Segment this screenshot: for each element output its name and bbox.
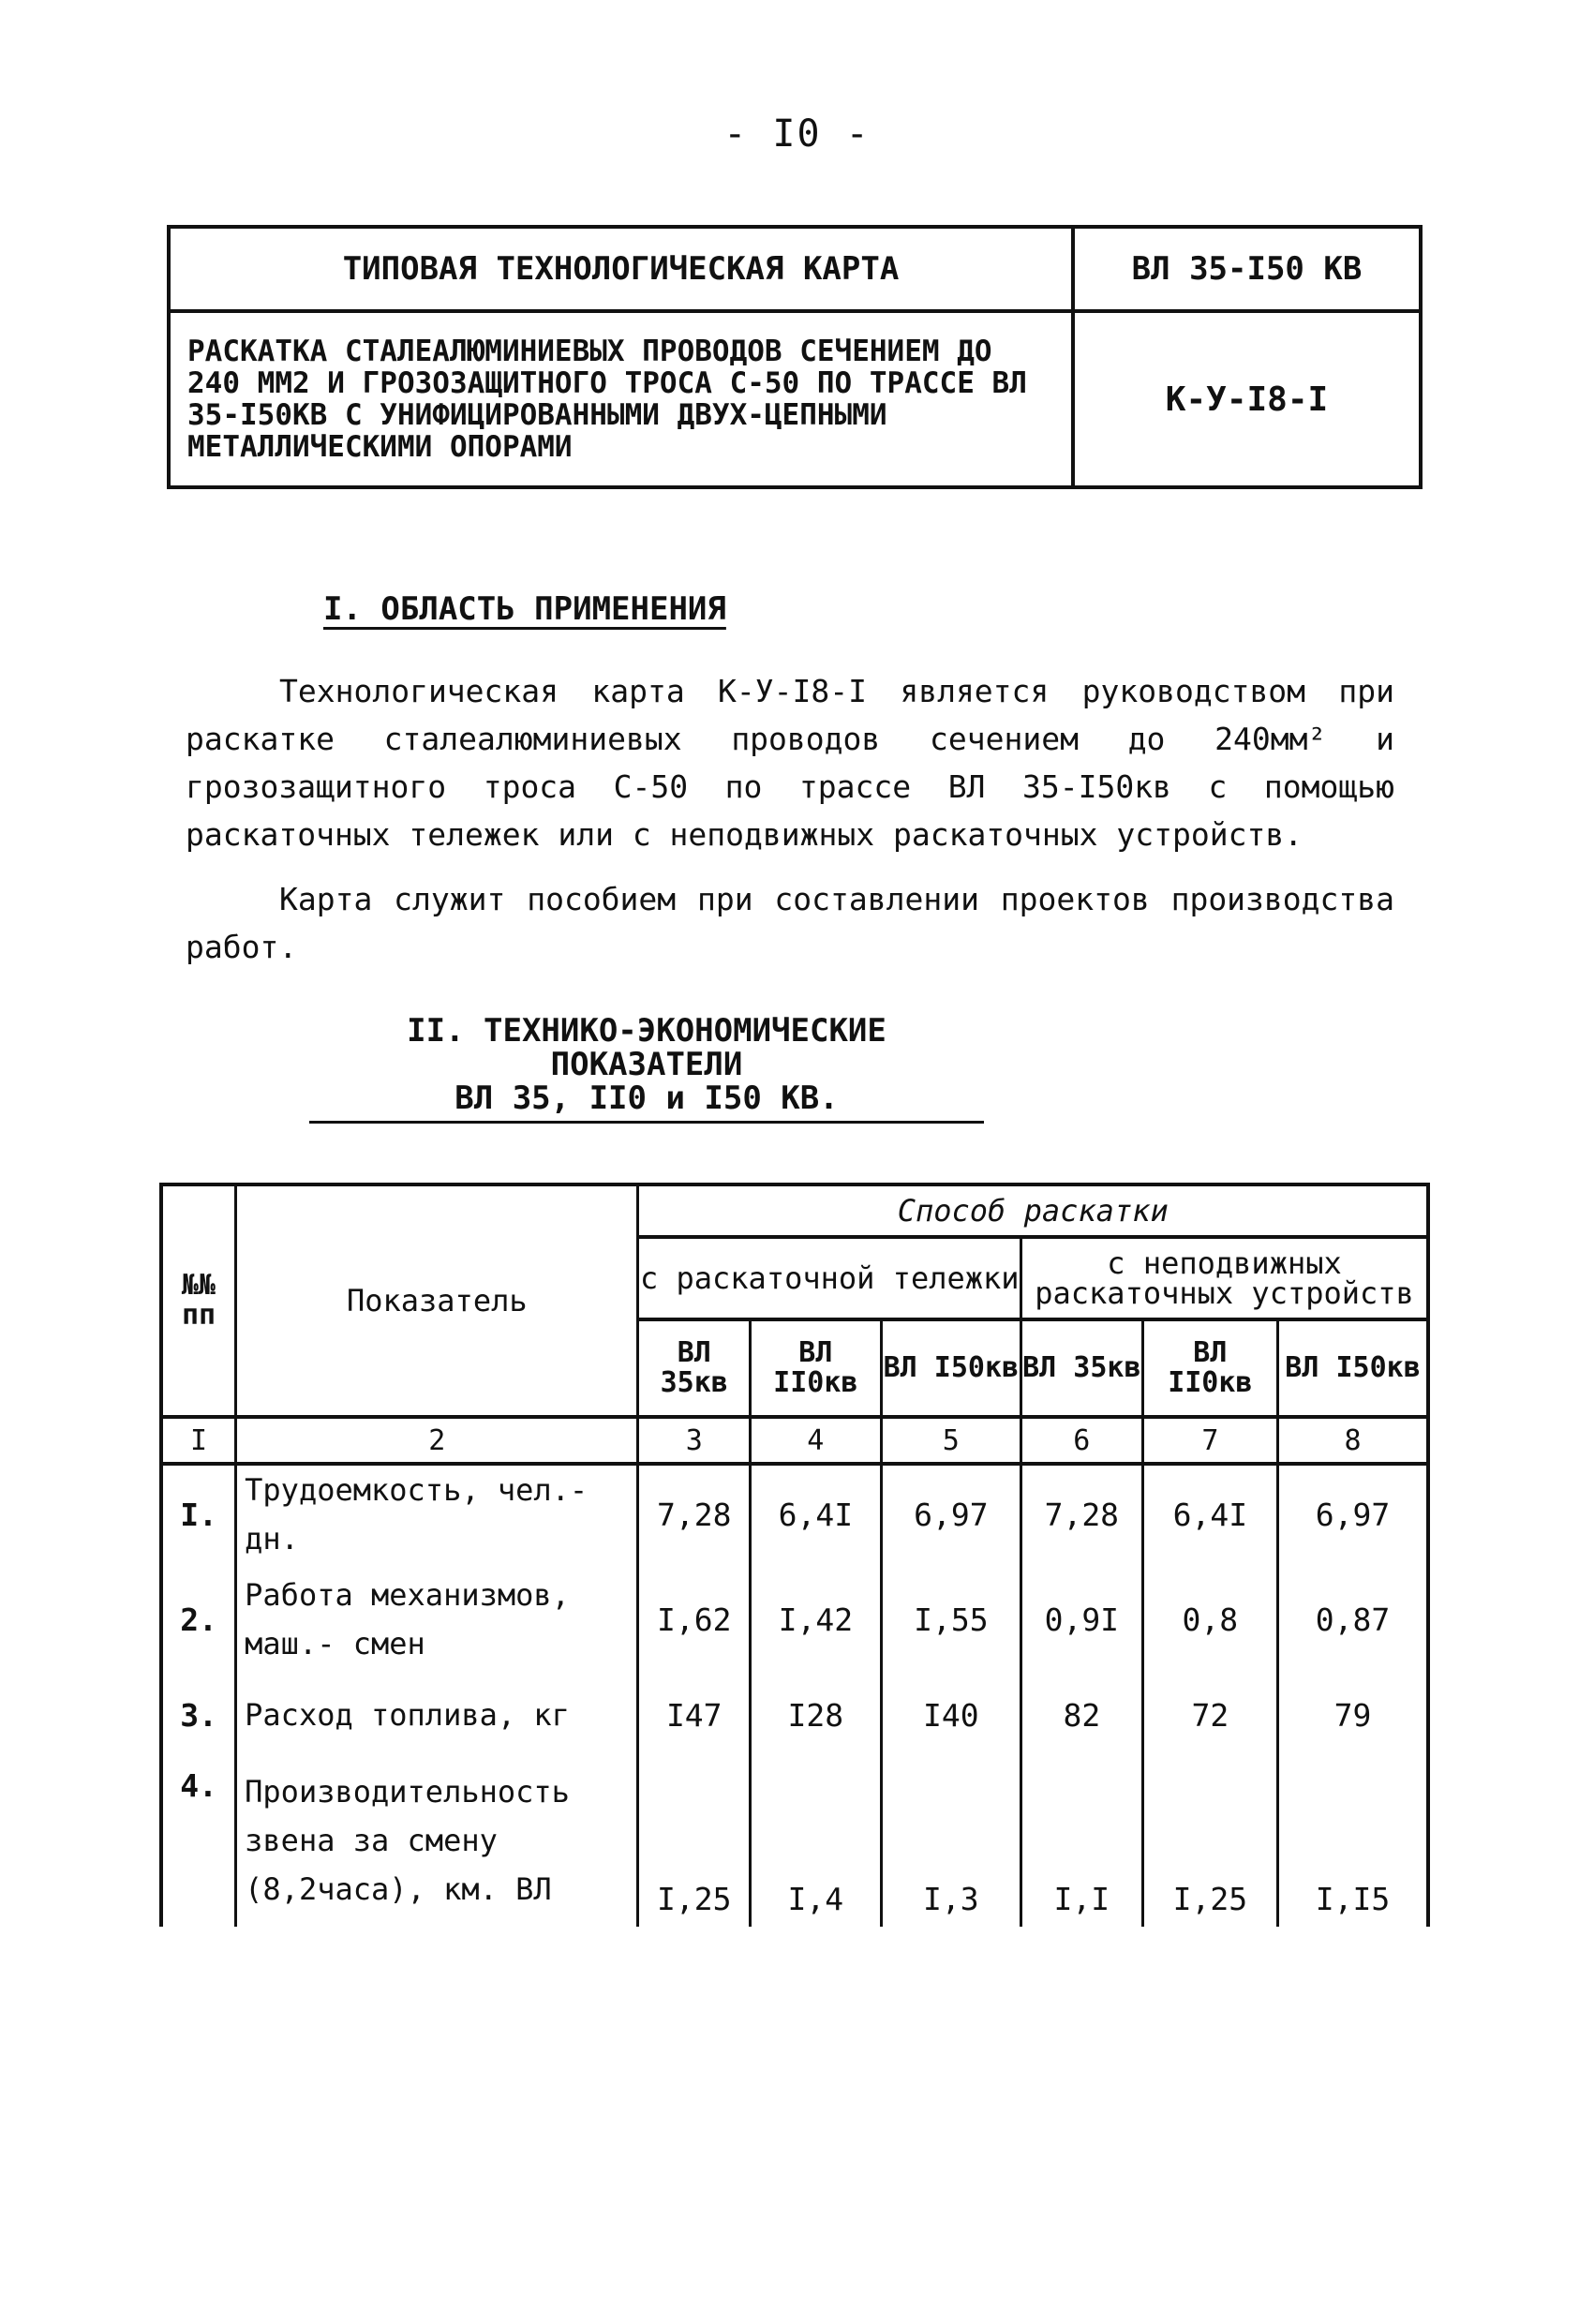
- cell-value: I,I5: [1278, 1754, 1428, 1927]
- section-heading-indicators: [309, 1014, 984, 1124]
- row-number: I.: [161, 1464, 236, 1563]
- col-header-group-fixed: с неподвижных раскаточных устройств: [1021, 1237, 1428, 1319]
- cell-value: 6,97: [1278, 1464, 1428, 1563]
- table-row: [161, 1464, 1428, 1563]
- purpose-paragraph-text: Карта служит пособием при составлении проектов производства работ.: [186, 881, 1394, 965]
- cell-value: I,I: [1021, 1754, 1143, 1927]
- cell-value: I,25: [638, 1754, 751, 1927]
- section-heading-indicators-line2: ВЛ 35, II0 и I50 КВ.: [454, 1080, 839, 1117]
- cell-value: 0,9I: [1021, 1563, 1143, 1676]
- cell-value: I,62: [638, 1563, 751, 1676]
- sub-header-cart-35: ВЛ 35кв: [638, 1319, 751, 1417]
- cell-value: 82: [1021, 1676, 1143, 1754]
- cell-value: I28: [751, 1676, 882, 1754]
- card-voltage-range: ВЛ 35-I50 КВ: [1075, 229, 1419, 313]
- row-number: 2.: [161, 1563, 236, 1676]
- col-number-7: 7: [1142, 1417, 1278, 1464]
- table-row: [161, 1676, 1428, 1754]
- col-number-1: I: [161, 1417, 236, 1464]
- cell-value: I,42: [751, 1563, 882, 1676]
- section-heading-indicators-line1: II. ТЕХНИКО-ЭКОНОМИЧЕСКИЕ ПОКАЗАТЕЛИ: [407, 1012, 886, 1083]
- sub-header-cart-150: ВЛ I50кв: [881, 1319, 1020, 1417]
- scope-paragraph: [186, 667, 1394, 858]
- page-number: - I0 -: [723, 112, 871, 156]
- col-header-indicator: Показатель: [236, 1184, 638, 1417]
- row-number: 3.: [161, 1676, 236, 1754]
- row-label: Производительность звена за смену (8,2часа), км. ВЛ: [236, 1754, 638, 1927]
- row-label: Расход топлива, кг: [236, 1676, 638, 1754]
- cell-value: 7,28: [1021, 1464, 1143, 1563]
- col-header-number: №№ пп: [161, 1184, 236, 1417]
- cell-value: 6,4I: [751, 1464, 882, 1563]
- card-title: РАСКАТКА СТАЛЕАЛЮМИНИЕВЫХ ПРОВОДОВ СЕЧЕНИЕМ ДО 240 ММ2 И ГРОЗОЗАЩИТНОГО ТРОСА С-50 ПО ТРАССЕ ВЛ 35-I50КВ С УНИФИЦИРОВАННЫМИ ДВУХ-ЦЕПНЫМИ МЕТАЛЛИЧЕСКИМИ ОПОРАМИ: [171, 313, 1075, 485]
- cell-value: I,3: [881, 1754, 1020, 1927]
- cell-value: 6,4I: [1142, 1464, 1278, 1563]
- cell-value: I,25: [1142, 1754, 1278, 1927]
- cell-value: I,4: [751, 1754, 882, 1927]
- row-label: Работа механизмов, маш.- смен: [236, 1563, 638, 1676]
- cell-value: 79: [1278, 1676, 1428, 1754]
- table-row: [161, 1754, 1428, 1927]
- card-code: К-У-I8-I: [1165, 380, 1329, 419]
- purpose-paragraph: [186, 875, 1394, 971]
- cell-value: 0,8: [1142, 1563, 1278, 1676]
- table-row: [161, 1563, 1428, 1676]
- col-number-8: 8: [1278, 1417, 1428, 1464]
- sub-header-fixed-35: ВЛ 35кв: [1021, 1319, 1143, 1417]
- sub-header-fixed-110: ВЛ II0кв: [1142, 1319, 1278, 1417]
- col-number-6: 6: [1021, 1417, 1143, 1464]
- cell-value: 6,97: [881, 1464, 1020, 1563]
- col-number-2: 2: [236, 1417, 638, 1464]
- col-number-3: 3: [638, 1417, 751, 1464]
- cell-value: 0,87: [1278, 1563, 1428, 1676]
- cell-value: I40: [881, 1676, 1020, 1754]
- section-heading-scope: I. ОБЛАСТЬ ПРИМЕНЕНИЯ: [323, 590, 726, 628]
- cell-value: 72: [1142, 1676, 1278, 1754]
- col-number-5: 5: [881, 1417, 1020, 1464]
- col-number-4: 4: [751, 1417, 882, 1464]
- cell-value: 7,28: [638, 1464, 751, 1563]
- sub-header-cart-110: ВЛ II0кв: [751, 1319, 882, 1417]
- scope-paragraph-text: Технологическая карта К-У-I8-I является руководством при раскатке сталеалюминиевых проводов сечением до 240мм² и грозозащитного троса С-50 по трассе ВЛ 35-I50кв с помощью раскаточных тележек или с неподвижных раскаточных устройств.: [186, 673, 1394, 853]
- cell-value: I47: [638, 1676, 751, 1754]
- technology-card-header: [167, 225, 1423, 489]
- row-number: 4.: [161, 1754, 236, 1927]
- col-header-group-cart: с раскаточной тележки: [638, 1237, 1021, 1319]
- row-label: Трудоемкость, чел.-дн.: [236, 1464, 638, 1563]
- indicators-table: [159, 1183, 1430, 1927]
- cell-value: I,55: [881, 1563, 1020, 1676]
- card-type-label: ТИПОВАЯ ТЕХНОЛОГИЧЕСКАЯ КАРТА: [171, 229, 1075, 313]
- sub-header-fixed-150: ВЛ I50кв: [1278, 1319, 1428, 1417]
- col-header-method: Способ раскатки: [638, 1184, 1428, 1237]
